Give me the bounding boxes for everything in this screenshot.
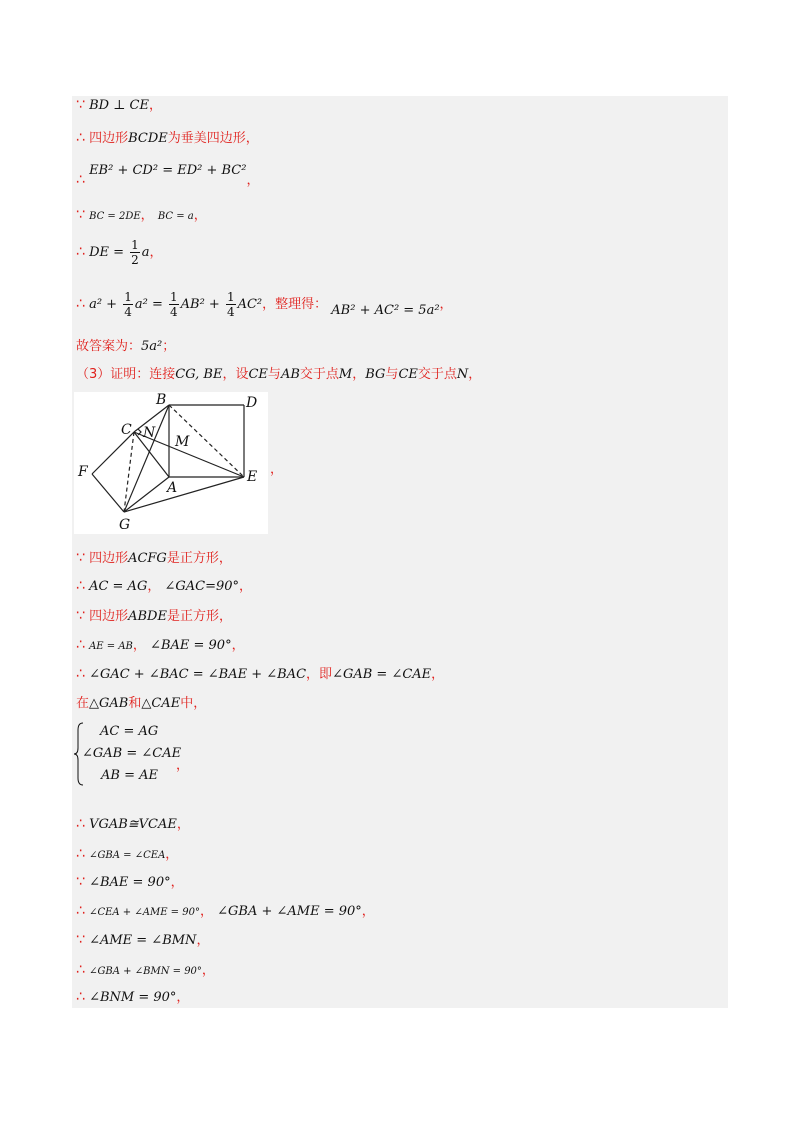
therefore-symbol: ∴: [76, 637, 85, 653]
math-expression: ∠CEA + ∠AME = 90°: [89, 907, 200, 918]
math-expression: BCDE: [128, 131, 168, 146]
therefore-symbol: ∴: [76, 816, 85, 832]
because-symbol: ∵: [76, 608, 85, 624]
numerator: 1: [226, 290, 235, 304]
system-eq-2: ∠GAB = ∠CAE: [82, 746, 182, 761]
text: 交于点: [299, 367, 339, 382]
line-perpendicular-quadrilateral: [76, 130, 259, 147]
line-ame-eq-bmn: [76, 932, 209, 949]
math-expression: ∠BNM = 90°: [89, 990, 177, 1005]
therefore-symbol: ∴: [76, 962, 85, 978]
text: 与: [385, 367, 399, 382]
line-proof-part3: [76, 367, 481, 383]
because-symbol: ∵: [76, 932, 85, 948]
denominator: 4: [124, 305, 132, 319]
line-equation-simplify: [76, 290, 453, 319]
line-angle-sum: [76, 666, 444, 683]
math-expression: CE: [248, 367, 268, 382]
math-expression: BC = 2DE: [89, 211, 141, 222]
math-expression: ∠GBA + ∠AME = 90°: [217, 904, 362, 919]
text: ，: [352, 367, 366, 382]
punctuation: ，: [176, 817, 190, 832]
punctuation: ，: [239, 579, 253, 594]
math-expression: ∠GAC=90°: [164, 579, 240, 594]
punctuation: ，: [148, 98, 162, 113]
punctuation: ，: [196, 933, 210, 948]
punctuation: ，: [140, 208, 154, 223]
edge-cf: [92, 432, 134, 474]
text: 中，: [180, 696, 207, 711]
denominator: 2: [131, 253, 139, 267]
line-congruent: [76, 816, 190, 833]
punctuation: ，: [149, 245, 163, 260]
text: 四边形: [89, 609, 129, 624]
numerator: 1: [124, 290, 132, 304]
because-symbol: ∵: [76, 97, 85, 113]
text: 在: [76, 696, 90, 711]
punctuation: ，: [193, 208, 207, 223]
point-label-f: F: [78, 464, 88, 480]
punctuation: ，: [132, 638, 146, 653]
figure-comma: [270, 462, 283, 478]
therefore-symbol: ∴: [76, 903, 85, 919]
edge-fg: [92, 474, 124, 512]
math-expression: AB² +: [180, 297, 220, 312]
therefore-symbol: ∴: [76, 172, 85, 188]
punctuation: ，: [231, 638, 245, 653]
system-comma: ，: [176, 758, 190, 773]
punctuation: ，: [147, 579, 161, 594]
math-expression: ACFG: [128, 551, 167, 566]
fraction: [123, 290, 133, 319]
text: 四边形: [89, 131, 129, 146]
point-label-g: G: [119, 517, 131, 533]
because-symbol: ∵: [76, 874, 85, 890]
punctuation: ，: [439, 297, 453, 312]
math-expression: CE: [398, 367, 418, 382]
punctuation: ，: [165, 847, 179, 862]
math-expression: 5a²: [141, 339, 163, 354]
math-expression: BG: [365, 367, 386, 382]
therefore-symbol: ∴: [76, 244, 85, 260]
math-expression: ∠GAB = ∠CAE: [332, 667, 432, 682]
text: 交于点: [417, 367, 457, 382]
point-label-e: E: [247, 469, 258, 485]
text: （3）证明：连接: [76, 367, 176, 382]
text: 是正方形，: [166, 609, 232, 624]
punctuation: ，: [361, 904, 375, 919]
punctuation: ，: [199, 904, 213, 919]
denominator: 4: [169, 305, 178, 319]
line-gba-eq-cea: [76, 846, 178, 864]
math-expression: AE = AB: [89, 641, 133, 652]
math-expression: ∠BAE = 90°: [150, 638, 232, 653]
line-bae-90: [76, 874, 184, 891]
text: 与: [267, 367, 281, 382]
text: ，: [468, 367, 482, 382]
line-angle-sums-90: [76, 903, 375, 921]
line-acfg-square: [76, 550, 232, 567]
punctuation: ，: [246, 173, 260, 188]
fraction: [130, 238, 140, 267]
math-variable: a: [141, 245, 150, 260]
numerator: 1: [169, 290, 178, 304]
line-bnm-90: [76, 989, 189, 1006]
line-gba-bmn-90: [76, 962, 215, 980]
math-expression: AB² + AC² = 5a²: [331, 303, 440, 318]
system-eq-3: AB = AE: [101, 768, 158, 783]
math-expression: AC²: [237, 297, 263, 312]
geometry-figure: [74, 392, 268, 534]
text: 和: [128, 696, 142, 711]
line-bd-perp-ce: [76, 97, 162, 114]
therefore-symbol: ∴: [76, 846, 85, 862]
point-label-c: C: [121, 422, 132, 438]
math-expression: M: [338, 367, 353, 382]
math-expression: N: [456, 367, 469, 382]
therefore-symbol: ∴: [76, 989, 85, 1005]
line-ac-eq-ag: [76, 578, 252, 595]
numerator: 1: [131, 238, 139, 252]
line-sum-of-squares: [76, 162, 260, 188]
text: 是正方形，: [166, 551, 232, 566]
point-label-n: N: [143, 425, 156, 441]
line-bc-values: [76, 207, 207, 225]
therefore-symbol: ∴: [76, 666, 85, 682]
geometry-diagram: [74, 392, 268, 534]
text: 故答案为：: [76, 339, 142, 354]
line-abde-square: [76, 608, 232, 625]
punctuation: ，: [270, 462, 284, 477]
line-de-value: [76, 238, 163, 267]
math-expression: ∠GBA + ∠BMN = 90°: [89, 966, 202, 977]
math-expression: ∠GBA = ∠CEA: [89, 850, 166, 861]
math-expression: ∠AME = ∠BMN: [89, 933, 197, 948]
math-expression: VGAB≅VCAE: [89, 817, 177, 832]
math-expression: ∠BAE = 90°: [89, 875, 171, 890]
point-label-m: M: [175, 434, 190, 450]
punctuation: ，: [201, 963, 215, 978]
math-expression: BC = a: [157, 211, 194, 222]
because-symbol: ∵: [76, 207, 85, 223]
math-expression: a² +: [89, 297, 118, 312]
denominator: 4: [226, 305, 235, 319]
punctuation: ，: [170, 875, 184, 890]
math-expression: AB: [280, 367, 300, 382]
math-expression: BD ⊥ CE: [89, 98, 149, 113]
line-answer: [76, 339, 175, 355]
fraction: [226, 290, 236, 319]
text: ，设: [222, 367, 249, 382]
math-expression: DE =: [89, 245, 124, 260]
punctuation: ，: [176, 990, 190, 1005]
math-expression: a² =: [134, 297, 163, 312]
punctuation: ；: [162, 339, 176, 354]
text: 四边形: [89, 551, 129, 566]
point-label-a: A: [167, 480, 178, 496]
math-expression: △GAB: [89, 696, 129, 711]
text: ，整理得：: [262, 297, 328, 312]
line-ae-eq-ab: [76, 637, 245, 655]
because-symbol: ∵: [76, 550, 85, 566]
system-eq-1: AC = AG: [100, 724, 159, 739]
line-in-triangles: [76, 696, 206, 712]
point-label-d: D: [246, 395, 258, 411]
math-expression: ∠GAC + ∠BAC = ∠BAE + ∠BAC: [89, 667, 307, 682]
segment-ge: [124, 477, 244, 512]
punctuation: ，: [431, 667, 445, 682]
text: 为垂美四边形，: [167, 131, 259, 146]
math-expression: △CAE: [141, 696, 181, 711]
math-expression: EB² + CD² = ED² + BC²: [89, 163, 247, 178]
fraction: [169, 290, 179, 319]
therefore-symbol: ∴: [76, 578, 85, 594]
therefore-symbol: ∴: [76, 296, 85, 312]
therefore-symbol: ∴: [76, 130, 85, 146]
math-expression: CG, BE: [175, 367, 223, 382]
math-expression: ABDE: [128, 609, 167, 624]
text: ，即: [306, 667, 333, 682]
point-label-b: B: [156, 392, 167, 408]
math-expression: AC = AG: [89, 579, 148, 594]
